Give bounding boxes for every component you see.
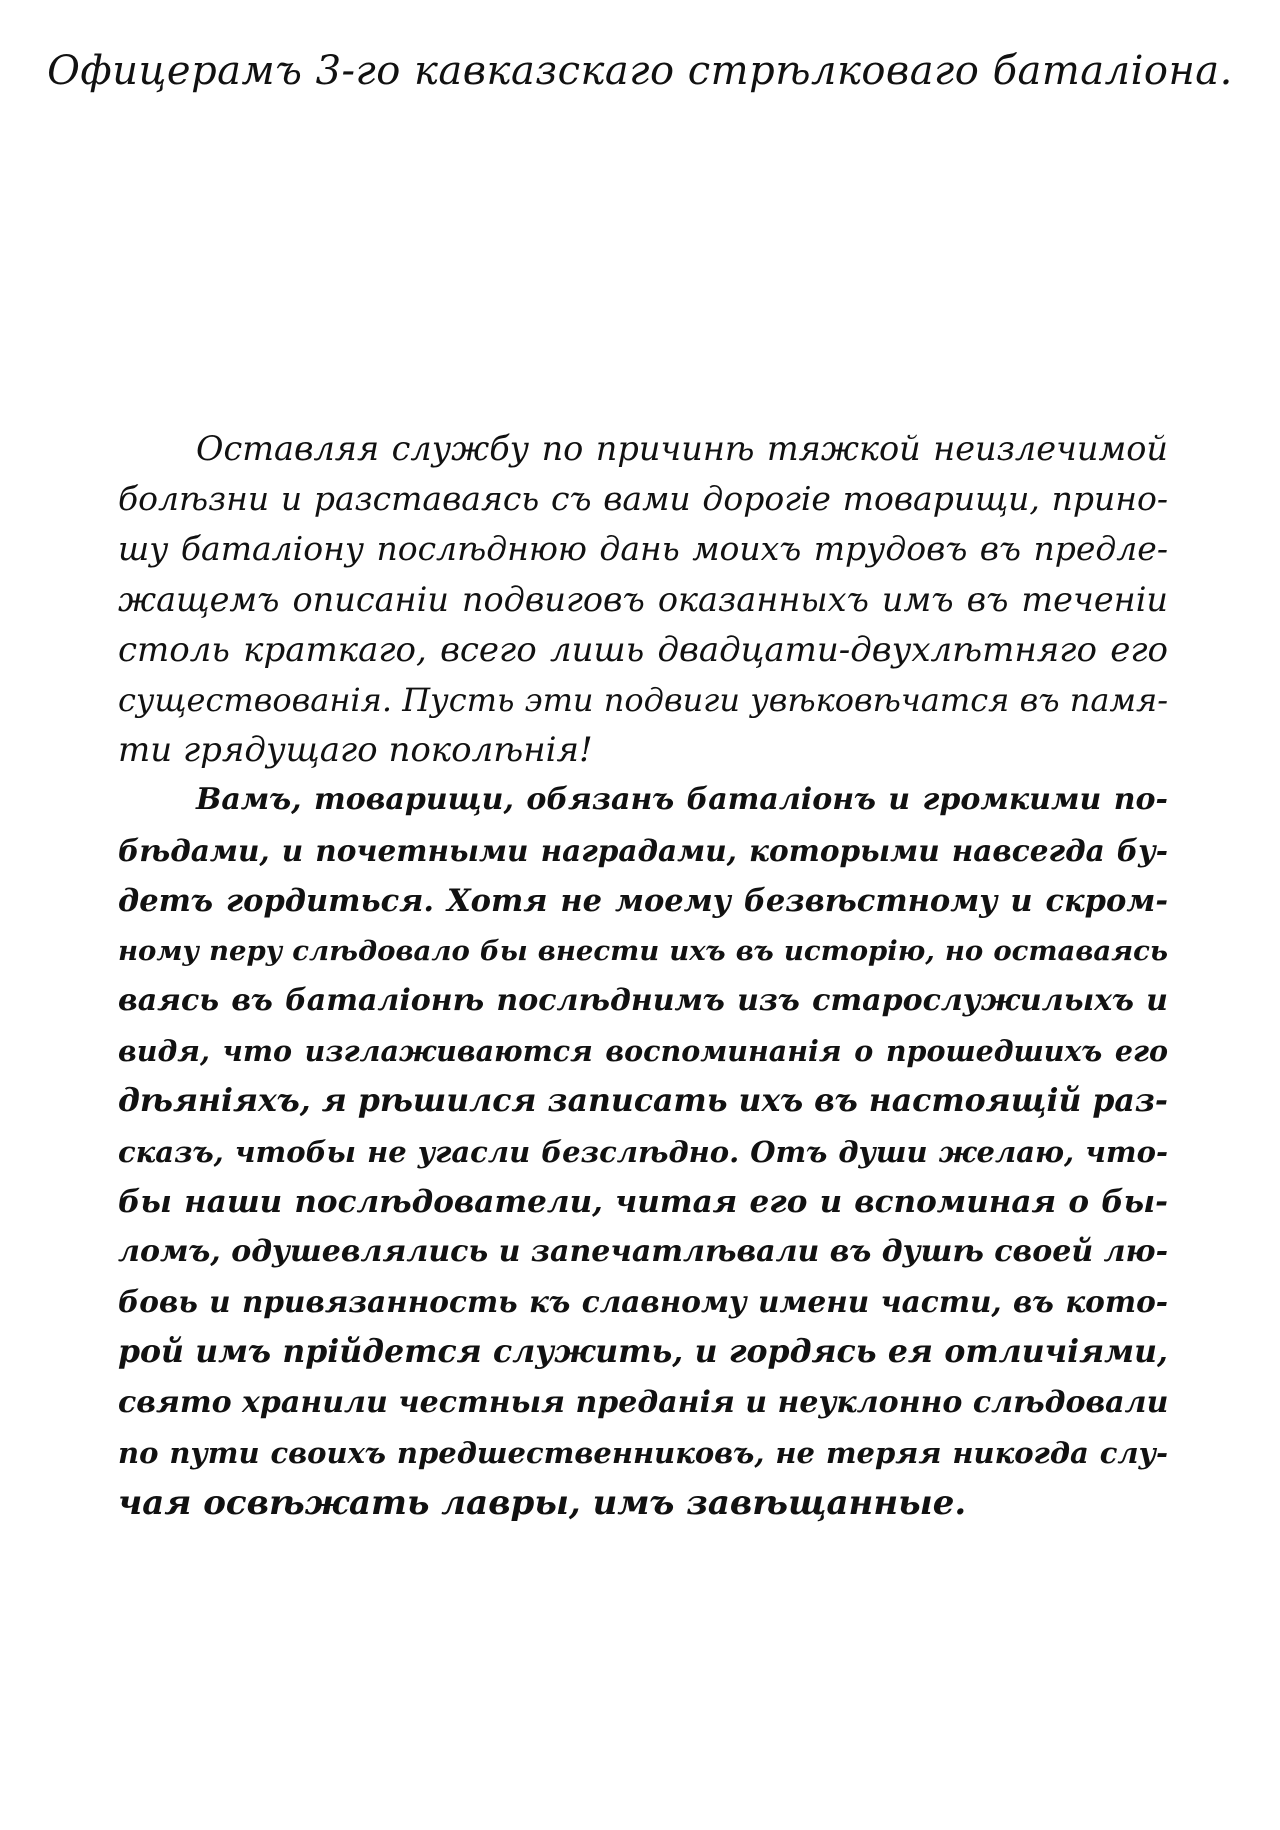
body-text (118, 424, 1168, 1528)
text-line: чая освѣжать лавры, имъ завѣщанные. (118, 1482, 967, 1523)
text-line: видя, что изглаживаются воспоминанія о прошедшихъ его (118, 1034, 1168, 1069)
text-line: бовь и привязанность къ славному имени части, въ кото- (118, 1284, 1168, 1320)
text-line: ному перу слѣдовало бы внести ихъ въ исторію, но оставаясь (118, 934, 1168, 967)
text-line: ваясь въ баталіонѣ послѣднимъ изъ старослужилыхъ и (118, 983, 1168, 1019)
text-line: рой имъ прійдется служить, и гордясь ея отличіями, (118, 1333, 1168, 1371)
text-line: дѣяніяхъ, я рѣшился записать ихъ въ настоящій раз- (118, 1082, 1168, 1120)
text-line: свято хранили честныя преданія и неуклонно слѣдовали (118, 1384, 1169, 1420)
text-line: бы наши послѣдователи, читая его и вспоминая о бы- (118, 1183, 1168, 1220)
text-line: шу баталіону послѣднюю дань моихъ трудовъ въ предле- (118, 529, 1168, 569)
paragraph (118, 424, 1168, 775)
text-line: жащемъ описаніи подвиговъ оказанныхъ имъ въ теченіи (118, 579, 1168, 619)
dedication-heading: Офицерамъ 3-го кавказскаго стрѣлковаго баталіона. (47, 48, 1233, 94)
paragraph (118, 775, 1168, 1528)
text-line: Вамъ, товарищи, обязанъ баталіонъ и громкими по- (196, 782, 1168, 818)
text-line: болѣзни и разставаясь съ вами дорогіе товарищи, прино- (118, 479, 1168, 519)
text-line: бѣдами, и почетными наградами, которыми навсегда бу- (118, 832, 1168, 868)
text-line: Оставляя службу по причинѣ тяжкой неизлечимой (196, 429, 1168, 468)
text-line: столь краткаго, всего лишь двадцати-двухлѣтняго его (118, 629, 1168, 670)
text-line: по пути своихъ предшественниковъ, не теряя никогда слу- (118, 1435, 1168, 1470)
text-line: сказъ, чтобы не угасли безслѣдно. Отъ души желаю, что- (118, 1134, 1168, 1169)
text-line: ломъ, одушевлялись и запечатлѣвали въ душѣ своей лю- (118, 1234, 1169, 1269)
text-line: ти грядущаго поколѣнія! (118, 730, 593, 771)
text-line: существованія. Пусть эти подвиги увѣковѣчатся въ памя- (118, 680, 1168, 719)
text-line: детъ гордиться. Хотя не моему безвѣстному и скром- (118, 882, 1168, 919)
